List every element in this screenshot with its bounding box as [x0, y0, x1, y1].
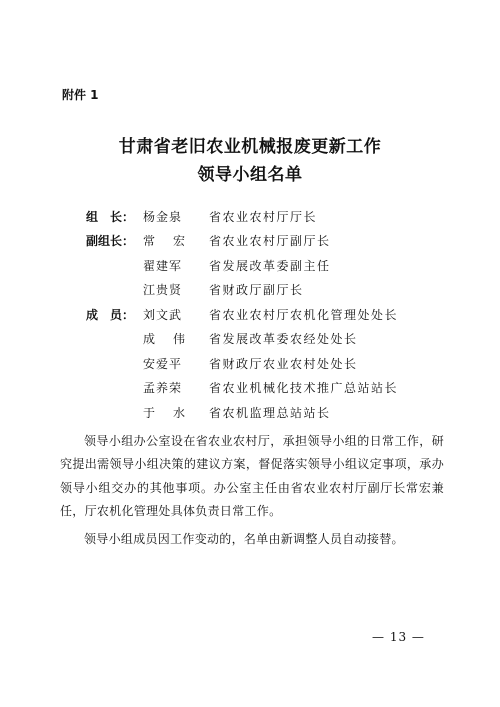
member-row: [86, 400, 466, 425]
member-row: [86, 376, 466, 401]
member-role: 组 长：: [86, 209, 135, 224]
member-position: 省农机监理总站站长: [209, 405, 331, 420]
member-name: 安爱平: [143, 356, 183, 371]
member-row: [86, 327, 466, 352]
member-name: 常宏: [143, 234, 204, 249]
member-position: 省财政厅农业农村处处长: [209, 356, 358, 371]
member-position: 省农业机械化技术推广总站站长: [209, 381, 399, 396]
document-title-line-1: 甘肃省老旧农业机械报废更新工作: [118, 137, 382, 157]
body-paragraph: 领导小组办公室设在省农业农村厅，承担领导小组的日常工作，研究提出需领导小组决策的建议方案，督促落实领导小组议定事项，承办领导小组交办的其他事项。办公室主任由省农业农村厅副厅长常宏兼任，厅农机化管理处具体负责日常工作。: [60, 434, 444, 518]
member-name: 翟建军: [143, 258, 183, 273]
member-position: 省发展改革委副主任: [209, 258, 331, 273]
document-title-line-2: 领导小组名单: [197, 165, 303, 185]
member-list: [86, 204, 466, 425]
member-row: [86, 278, 466, 303]
member-name: 成伟: [143, 332, 204, 347]
member-position: 省财政厅副厅长: [209, 283, 304, 298]
member-position: 省农业农村厅副厅长: [209, 234, 331, 249]
member-position: 省农业农村厅厅长: [209, 209, 318, 224]
member-name: 孟养荣: [143, 381, 183, 396]
page-number: — 13 —: [372, 630, 425, 644]
member-row: [86, 229, 466, 254]
member-row: [86, 204, 466, 229]
member-name: 江贵贤: [143, 283, 183, 298]
member-position: 省农业农村厅农机化管理处处长: [209, 307, 399, 322]
member-row: [86, 351, 466, 376]
member-role: 副组长：: [86, 234, 135, 249]
member-name: 于水: [143, 405, 204, 420]
body-paragraph: 领导小组成员因工作变动的，名单由新调整人员自动接替。: [84, 532, 404, 546]
member-row: [86, 302, 466, 327]
member-name: 杨金泉: [143, 209, 183, 224]
member-row: [86, 253, 466, 278]
member-name: 刘文武: [143, 307, 183, 322]
member-role: 成 员：: [86, 307, 135, 322]
attachment-label: 附件 1: [62, 88, 99, 102]
member-position: 省发展改革委农经处处长: [209, 332, 358, 347]
